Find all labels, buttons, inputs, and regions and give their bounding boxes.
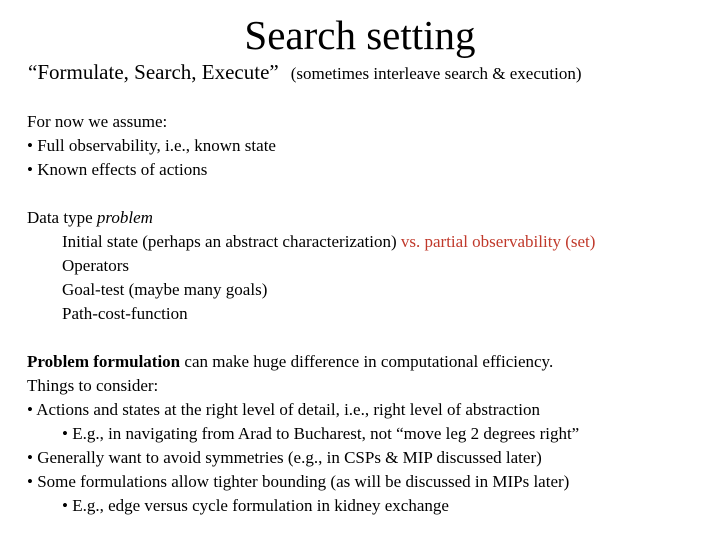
initial-state-red-text: vs. partial observability (set)	[396, 232, 596, 251]
initial-state-text: Initial state (perhaps an abstract characterization)	[62, 232, 397, 251]
formulation-bold: Problem formulation	[27, 352, 181, 371]
formulation-consider: Things to consider:	[27, 376, 159, 395]
data-type-label-italic: problem	[96, 208, 153, 227]
assumption-item-observability: • Full observability, i.e., known state	[27, 136, 276, 155]
data-type-operators: Operators	[62, 256, 130, 275]
data-type-heading	[27, 206, 153, 230]
data-type-path-cost: Path-cost-function	[62, 304, 188, 323]
formulation-bullet-1-sub: • E.g., in navigating from Arad to Bucharest, not “move leg 2 degrees right”	[62, 424, 580, 443]
formulation-rest: can make huge difference in computational efficiency.	[180, 352, 554, 371]
subtitle-main: “Formulate, Search, Execute”	[28, 60, 279, 84]
formulation-bullet-3: • Some formulations allow tighter bounding (as will be discussed in MIPs later)	[27, 472, 570, 491]
formulation-intro	[27, 350, 553, 374]
subtitle-note: (sometimes interleave search & execution)	[290, 64, 582, 83]
formulation-bullet-2: • Generally want to avoid symmetries (e.g., in CSPs & MIP discussed later)	[27, 448, 542, 467]
formulation-bullet-3-sub: • E.g., edge versus cycle formulation in kidney exchange	[62, 496, 449, 515]
formulation-bullet-1: • Actions and states at the right level of detail, i.e., right level of abstraction	[27, 400, 540, 419]
data-type-label: Data type	[27, 208, 97, 227]
data-type-goal-test: Goal-test (maybe many goals)	[62, 280, 268, 299]
assumption-item-effects: • Known effects of actions	[27, 160, 208, 179]
data-type-initial-state	[62, 230, 595, 254]
assumptions-intro: For now we assume:	[27, 112, 168, 131]
slide-subtitle	[28, 58, 582, 88]
slide-title: Search setting	[244, 12, 476, 58]
